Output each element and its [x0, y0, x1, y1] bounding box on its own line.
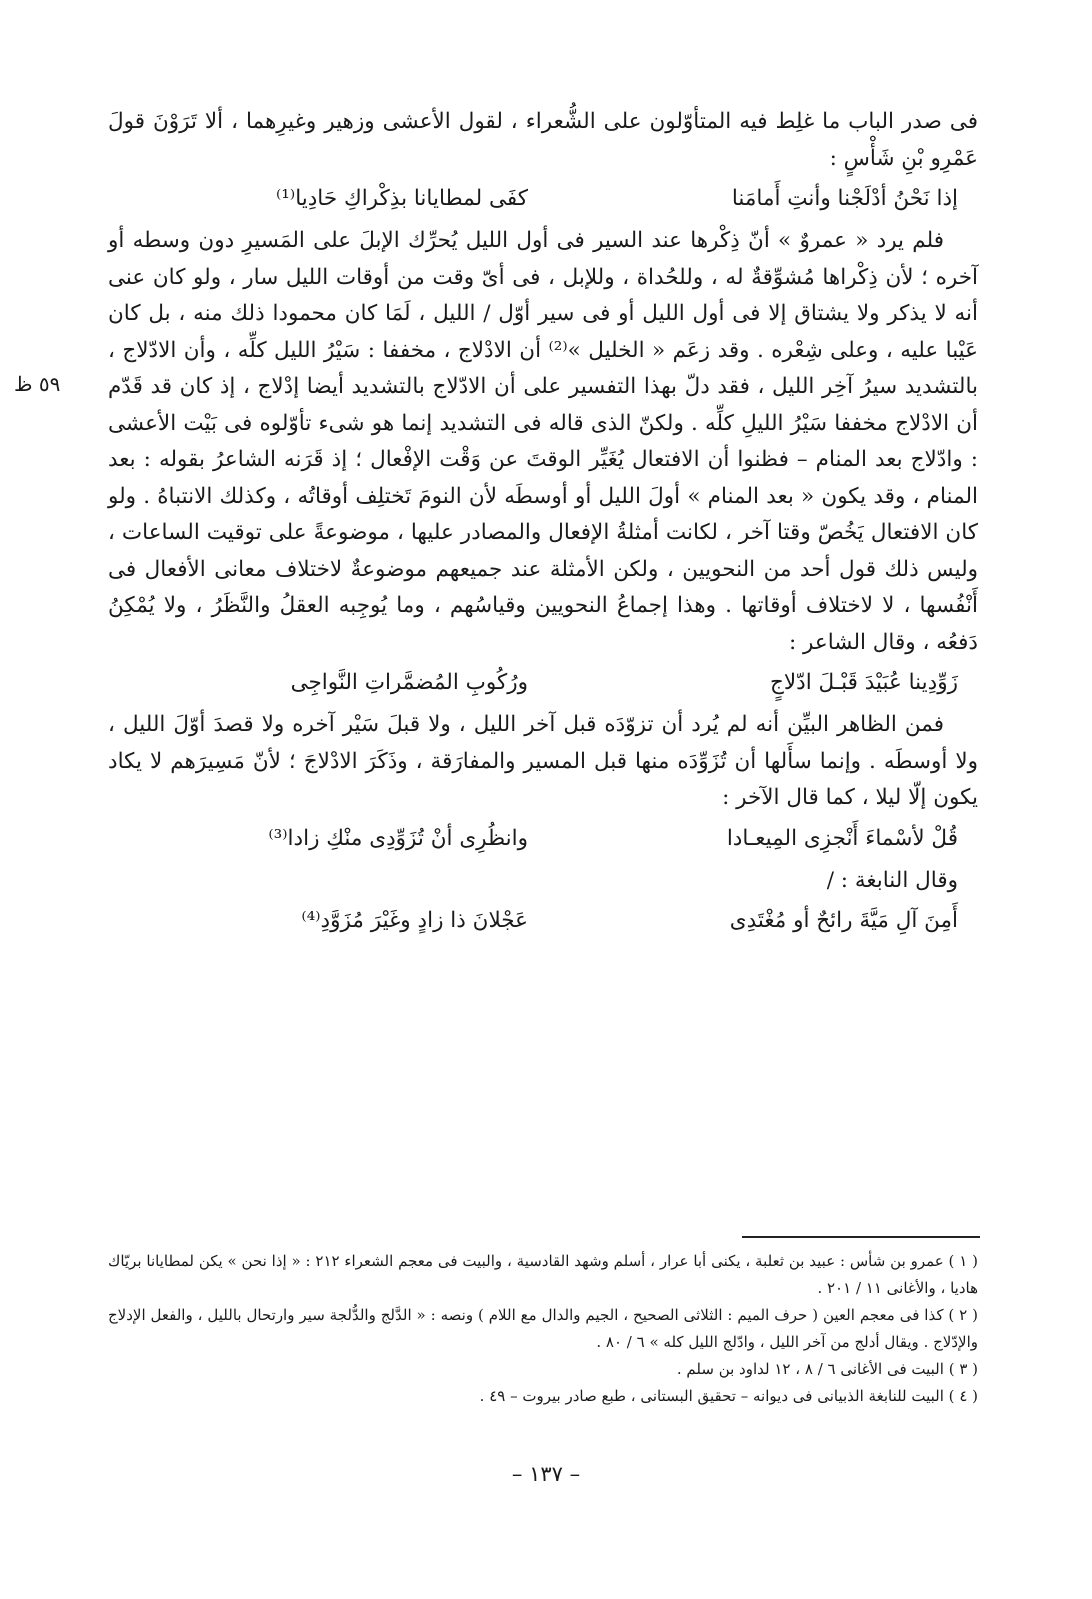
paragraph-explanation: فمن الظاهر البيِّن أنه لم يُرد أن تزوّدَه قبل آخر الليل ، ولا قبلَ سَيْر آخره ولا قصدَ أوّلَ الليل ، ولا أوسطَه . وإنما سأَلها أن تُزَوِّدَه منها قبل المسير والمفارَقة ، وذَكَرَ الادْلاجَ ؛ لأنّ مَسِيرَهم لا يكاد يكون إلّا ليلا ، كما قال الآخر :: [108, 712, 978, 810]
verse-2-second-hemistich: ورُكُوبِ المُضمَّراتِ النَّواجِى: [290, 670, 528, 695]
verse-4-first-hemistich: أَمِنَ آلِ مَيَّةَ رائحٌ أو مُغْتَدِى: [729, 908, 958, 933]
footnotes: [108, 1248, 978, 1410]
nabigha-intro-line: وقال النابغة : /: [826, 867, 958, 893]
verse-1-second-hemistich: كفَى لمطايانا بذِكْراكِ حَادِيا⁽¹⁾: [276, 186, 528, 211]
paragraph-intro: فى صدر الباب ما غلِط فيه المتأوّلون على الشُّعراء ، لقول الأعشى وزهير وغيرِهما ، ألا تَرَوْنَ قولَ عَمْرِو بْنِ شَأْسٍ :: [108, 109, 978, 171]
footnote-separator-rule: [742, 1236, 980, 1238]
verse-4-second-hemistich: عَجْلانَ ذا زادٍ وغَيْرَ مُزَوَّدِ⁽⁴⁾: [301, 908, 528, 933]
verse-1: [108, 181, 978, 219]
verse-3-first-hemistich: قُلْ لأسْماءَ أَنْجزِى المِيعـادا: [726, 825, 958, 851]
verse-2: [108, 665, 978, 703]
verse-1-first-hemistich: إذا نَحْنُ أدْلَجْنا وأنتِ أَمامَنا: [731, 186, 958, 211]
footnote-1: ( ١ ) عمرو بن شأس : عبيد بن ثعلبة ، يكنى أبا عرار ، أسلم وشهد القادسية ، والبيت فى معجم الشعراء ٢١٢ : « إذا نحن » يكن لمطايانا بريّاك هاديا ، والأغانى ١١ / ٢٠١ .: [108, 1252, 978, 1297]
verse-2-first-hemistich: زَوِّدِينا عُبَيْدَ قَبْـلَ ادّلاجٍ: [770, 670, 958, 695]
page-number: – ١٣٧ –: [511, 1462, 581, 1486]
footnote-3: ( ٣ ) البيت فى الأغانى ٦ / ٨ ، ١٢ لداود بن سلم .: [676, 1360, 978, 1378]
main-text: [108, 104, 978, 945]
margin-folio-note: ٥٩ ظ: [14, 372, 61, 396]
verse-4: [108, 903, 978, 941]
footnote-4: ( ٤ ) البيت للنابغة الذبيانى فى ديوانه – تحقيق البستانى ، طبع صادر بيروت – ٤٩ .: [479, 1387, 978, 1405]
paragraph-commentary: فلم يرد « عمروٌ » أنّ ذِكْرها عند السير فى أول الليل يُحرِّك الإبلَ على المَسيرِ دون وسطه أو آخره ؛ لأن ذِكْراها مُشوِّقةٌ له ، وللحُداة ، وللإبل ، فى أىّ وقت من أوقات الليل سار ، ولو كان عنى أنه لا يذكر ولا يشتاق إلا فى أول الليل أو فى سير أوّل / الليل ، لَمَا كان محمودا ذلك منه ، بل كان عَيْبا عليه ، وعلى شِعْره . وقد زعَم « الخليل »⁽²⁾ أن الادْلاج ، مخففا : سَيْرُ الليل كلِّه ، وأن الادّلاج ، بالتشديد سيرُ آخِر الليل ، فقد دلّ بهذا التفسير على أن الادّلاج بالتشديد أيضا إدْلاج ، إذ كان قد قَدّم أن الادْلاج مخففا سَيْرُ الليلِ كلِّه . ولكنّ الذى قاله فى التشديد إنما هو شىء تأوّلوه فى بَيْت الأعشى : وادّلاج بعد المنام – فظنوا أن الافتعال يُغَيِّر الوقتَ عن وَقْت الإفْعال ؛ إذ قَرَنه الشاعرُ بقوله : بعد المنام ، وقد يكون « بعد المنام » أولَ الليل أو أوسطَه لأن النومَ تَختلِف أوقاتُه ، وكذلك الانتباهُ . ولو كان الافتعال يَخُصّ وقتا آخر ، لكانت أمثلةُ الإفعال والمصادر عليها ، موضوعةً على توقيت الساعات ، وليس ذلك قول أحد من النحويين ، ولكن الأمثلة عند جميعهم موضوعةٌ لاختلاف معانى الأفعال فى أَنْفُسها ، لا لاختلاف أوقاتها . وهذا إجماعُ النحويين وقياسُهم ، وما يُوجِبه العقلُ والنَّظَرُ ، ولا يُمْكِنُ دَفعُه ، وقال الشاعر :: [108, 228, 978, 655]
verse-3-second-hemistich: وانظُرِى أنْ تُزَوِّدِى منْكِ زادا⁽³⁾: [268, 825, 528, 851]
verse-3: [108, 821, 978, 859]
footnote-2: ( ٢ ) كذا فى معجم العين ( حرف الميم : الثلاثى الصحيح ، الجيم والدال مع اللام ) ونصه : « الدَّلج والدُّلجة سير وارتحال بالليل ، والفعل الإدلاج والإدّلاج . ويقال أدلج من آخر الليل ، وادّلج الليل كله » ٦ / ٨٠ .: [108, 1306, 979, 1351]
